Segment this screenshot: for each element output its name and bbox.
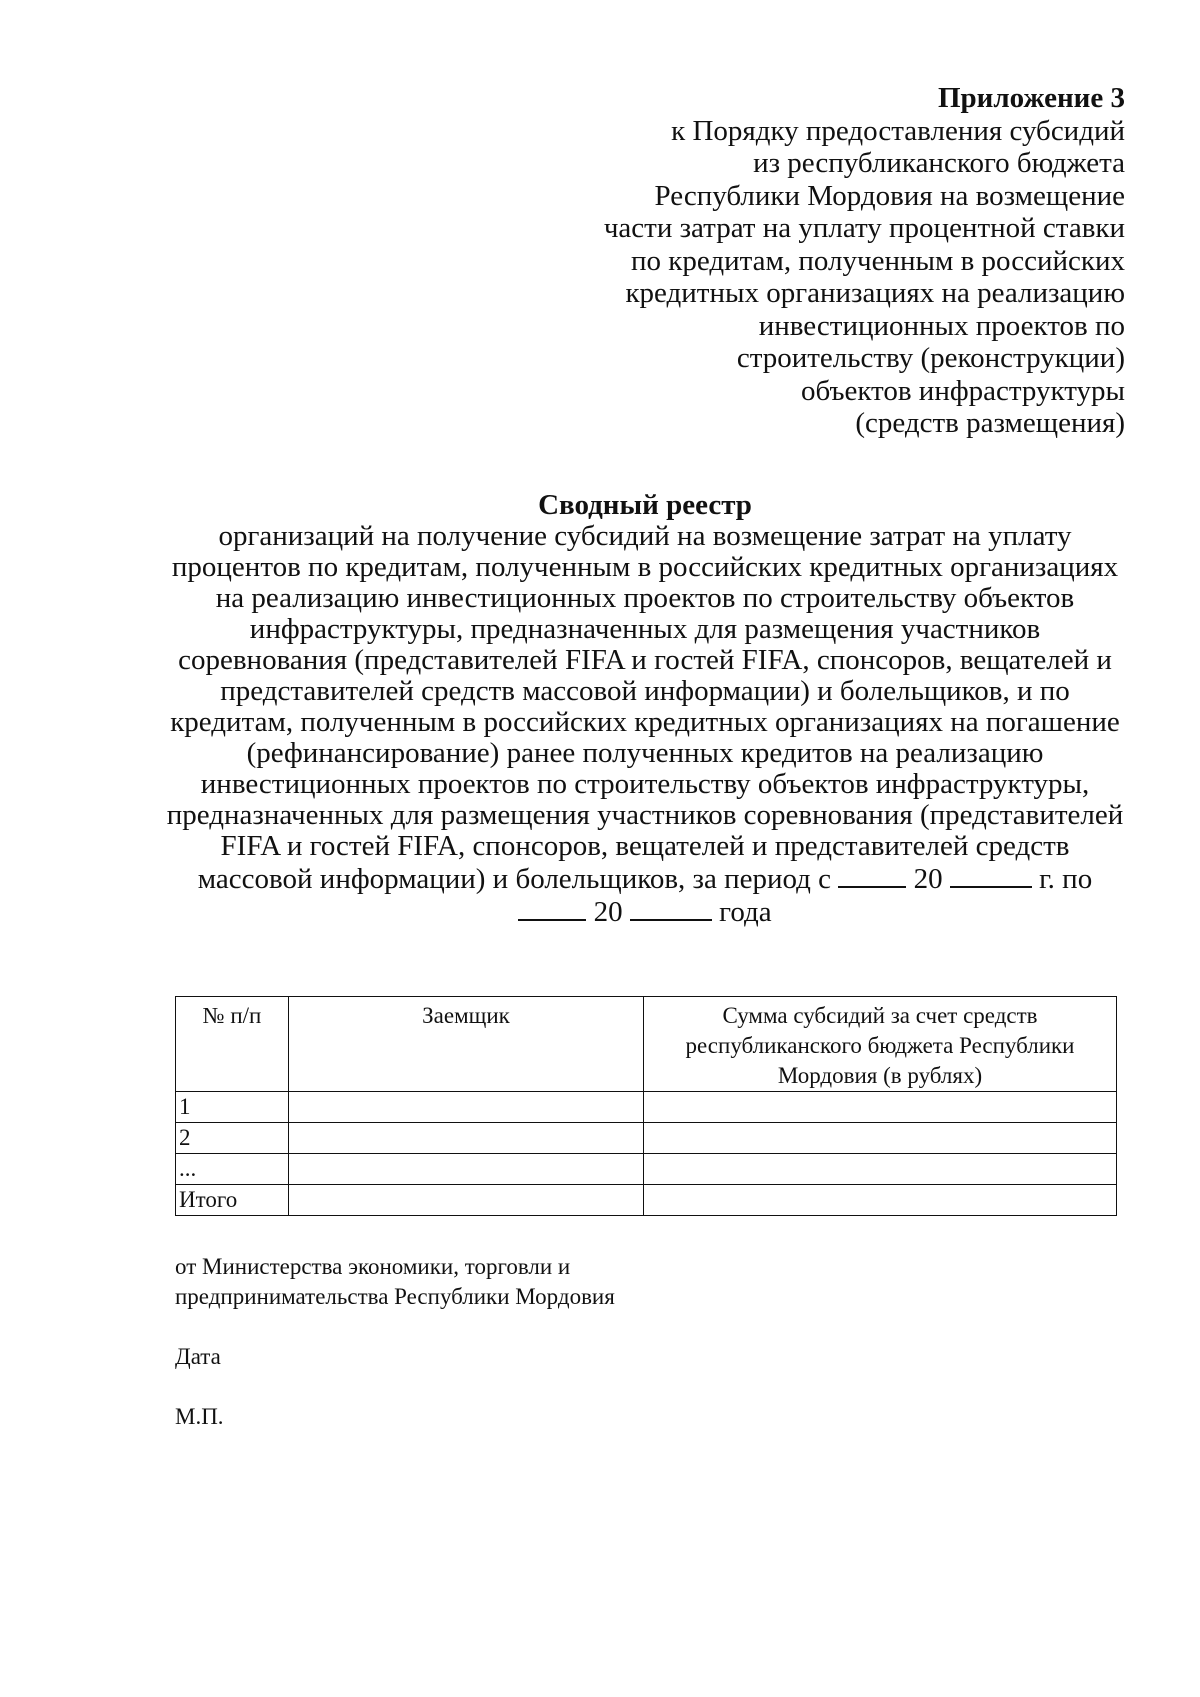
registry-title: Сводный реестр	[538, 489, 752, 521]
row-borrower[interactable]	[289, 1123, 644, 1154]
table-header-row	[176, 997, 1117, 1092]
heading-line: FIFA и гостей FIFA, спонсоров, вещателей и представителей средств	[220, 830, 1070, 862]
table-row	[176, 1154, 1117, 1185]
header-subsidy-amount: Сумма субсидий за счет средств республиканского бюджета Республики Мордовия (в рублях)	[644, 997, 1117, 1092]
row-amount[interactable]	[644, 1123, 1117, 1154]
appendix-line: строительству (реконструкции)	[736, 342, 1125, 374]
period-end: года	[719, 896, 772, 928]
heading-line: на реализацию инвестиционных проектов по строительству объектов	[215, 582, 1075, 614]
row-number: 1	[176, 1092, 289, 1123]
row-borrower[interactable]	[289, 1154, 644, 1185]
appendix-block	[565, 82, 1125, 440]
heading-line: инвестиционных проектов по строительству объектов инфраструктуры,	[200, 768, 1090, 800]
appendix-line: части затрат на уплату процентной ставки	[603, 212, 1125, 244]
table-total-row	[176, 1185, 1117, 1216]
footer-block	[175, 1252, 615, 1432]
blank-day-from[interactable]	[838, 862, 906, 888]
header-number: № п/п	[176, 997, 289, 1092]
total-amount[interactable]	[644, 1185, 1117, 1216]
appendix-line: (средств размещения)	[855, 407, 1125, 439]
period-line-2	[165, 895, 1125, 928]
appendix-line: по кредитам, полученным в российских	[631, 244, 1125, 277]
heading-line: (рефинансирование) ранее полученных кредитов на реализацию	[246, 737, 1044, 769]
period-prefix: массовой информации) и болельщиков, за период с	[197, 863, 832, 895]
year-prefix-to: 20	[593, 896, 623, 928]
row-number: ...	[176, 1154, 289, 1185]
heading-line: организаций на получение субсидий на возмещение затрат на уплату	[218, 520, 1072, 552]
from-ministry-line: от Министерства экономики, торговли и	[175, 1254, 571, 1279]
stamp-label: М.П.	[175, 1404, 224, 1429]
date-label: Дата	[175, 1344, 221, 1369]
appendix-line: к Порядку предоставления субсидий	[671, 114, 1125, 147]
total-borrower[interactable]	[289, 1185, 644, 1216]
appendix-line: инвестиционных проектов по	[758, 309, 1125, 342]
registry-heading	[165, 490, 1125, 928]
heading-line: соревнования (представителей FIFA и гостей FIFA, спонсоров, вещателей и	[178, 644, 1112, 676]
registry-table	[175, 996, 1117, 1216]
total-label: Итого	[176, 1185, 289, 1216]
appendix-line: из республиканского бюджета	[753, 147, 1125, 179]
heading-line: кредитам, полученным в российских кредитных организациях на погашение	[170, 706, 1120, 738]
heading-line: инфраструктуры, предназначенных для размещения участников	[249, 613, 1041, 645]
year-prefix-from: 20	[913, 863, 943, 895]
header-borrower: Заемщик	[289, 997, 644, 1092]
from-ministry-line: предпринимательства Республики Мордовия	[175, 1284, 615, 1309]
heading-line: представителей средств массовой информации) и болельщиков, и по	[220, 675, 1070, 707]
blank-year-from[interactable]	[950, 862, 1032, 888]
appendix-line: Республики Мордовия на возмещение	[654, 179, 1125, 212]
row-amount[interactable]	[644, 1092, 1117, 1123]
row-borrower[interactable]	[289, 1092, 644, 1123]
period-mid: г. по	[1039, 863, 1093, 895]
table-row	[176, 1123, 1117, 1154]
heading-line: процентов по кредитам, полученным в российских кредитных организациях	[171, 551, 1119, 583]
blank-day-to[interactable]	[518, 895, 586, 921]
row-number: 2	[176, 1123, 289, 1154]
appendix-title: Приложение 3	[938, 82, 1125, 114]
period-line	[165, 862, 1125, 895]
heading-line: предназначенных для размещения участников соревнования (представителей	[166, 799, 1124, 831]
appendix-line: объектов инфраструктуры	[800, 374, 1125, 407]
blank-year-to[interactable]	[630, 895, 712, 921]
row-amount[interactable]	[644, 1154, 1117, 1185]
appendix-line: кредитных организациях на реализацию	[625, 277, 1125, 309]
table-row	[176, 1092, 1117, 1123]
